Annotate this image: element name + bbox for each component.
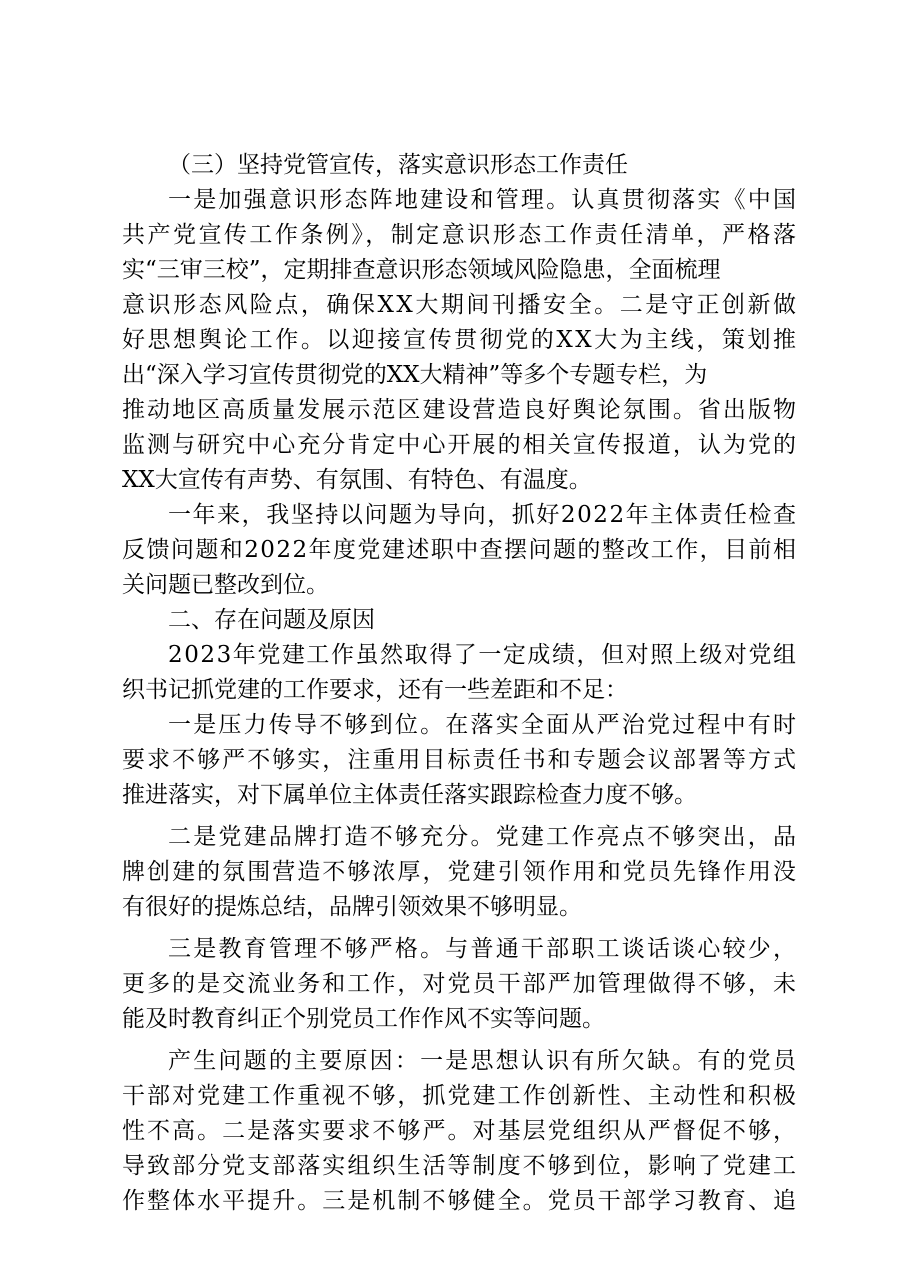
paragraph-line: 更多的是交流业务和工作，对党员干部严加管理做得不够，未 bbox=[122, 971, 799, 997]
paragraph-line: 关问题已整改到位。 bbox=[122, 572, 329, 598]
section-heading-2: 二、存在问题及原因 bbox=[168, 607, 375, 633]
paragraph-line: 推进落实，对下属单位主体责任落实跟踪检查力度不够。 bbox=[122, 782, 697, 808]
paragraph-line: 反馈问题和2022年度党建述职中查摆问题的整改工作，目前相 bbox=[122, 537, 798, 563]
paragraph-line: 一年来，我坚持以问题为导向，抓好2022年主体责任检查 bbox=[168, 502, 798, 528]
paragraph-line: XX大宣传有声势、有氛围、有特色、有温度。 bbox=[122, 467, 592, 493]
paragraph-line: 有很好的提炼总结，品牌引领效果不够明显。 bbox=[122, 894, 582, 920]
paragraph-line: 能及时教育纠正个别党员工作作风不实等问题。 bbox=[122, 1006, 605, 1032]
paragraph-line: 实“三审三校”，定期排查意识形态领域风险隐患，全面梳理 bbox=[122, 257, 721, 283]
document-body bbox=[122, 148, 799, 1219]
paragraph-line: 牌创建的氛围营造不够浓厚，党建引领作用和党员先锋作用没 bbox=[122, 859, 799, 885]
paragraph-problem-2 bbox=[122, 820, 799, 925]
paragraph-line: 干部对党建工作重视不够，抓党建工作创新性、主动性和积极 bbox=[122, 1083, 799, 1109]
paragraph-ideology bbox=[122, 183, 799, 498]
paragraph-line: 出“深入学习宣传贯彻党的XX大精神”等多个专题专栏，为 bbox=[122, 362, 708, 388]
paragraph-line: 三是教育管理不够严格。与普通干部职工谈话谈心较少， bbox=[168, 936, 799, 962]
paragraph-problem-1 bbox=[122, 708, 799, 813]
paragraph-rectification bbox=[122, 498, 796, 603]
paragraph-intro-problems bbox=[122, 638, 796, 708]
paragraph-line: 好思想舆论工作。以迎接宣传贯彻党的XX大为主线，策划推 bbox=[122, 327, 799, 353]
paragraph-line: 要求不够严不够实，注重用目标责任书和专题会议部署等方式 bbox=[122, 747, 799, 773]
paragraph-line: 一是压力传导不够到位。在落实全面从严治党过程中有时 bbox=[168, 712, 799, 738]
paragraph-line: 织书记抓党建的工作要求，还有一些差距和不足： bbox=[122, 677, 628, 703]
paragraph-line: 作整体水平提升。三是机制不够健全。党员干部学习教育、追 bbox=[122, 1188, 799, 1214]
paragraph-line: 一是加强意识形态阵地建设和管理。认真贯彻落实《中国 bbox=[168, 187, 799, 213]
paragraph-problem-3 bbox=[122, 932, 799, 1037]
paragraph-line: 推动地区高质量发展示范区建设营造良好舆论氛围。省出版物 bbox=[122, 397, 799, 423]
paragraph-line: 二是党建品牌打造不够充分。党建工作亮点不够突出，品 bbox=[168, 824, 799, 850]
paragraph-line: 共产党宣传工作条例》，制定意识形态工作责任清单，严格落 bbox=[122, 222, 799, 248]
section-heading-3: （三）坚持党管宣传，落实意识形态工作责任 bbox=[168, 152, 628, 178]
paragraph-line: 监测与研究中心充分肯定中心开展的相关宣传报道，认为党的 bbox=[122, 432, 799, 458]
paragraph-line: 产生问题的主要原因：一是思想认识有所欠缺。有的党员 bbox=[168, 1048, 799, 1074]
paragraph-line: 性不高。二是落实要求不够严。对基层党组织从严督促不够， bbox=[122, 1118, 799, 1144]
paragraph-line: 2023年党建工作虽然取得了一定成绩，但对照上级对党组 bbox=[168, 642, 798, 668]
paragraph-causes bbox=[122, 1044, 799, 1219]
paragraph-line: 意识形态风险点，确保XX大期间刊播安全。二是守正创新做 bbox=[122, 292, 799, 318]
paragraph-line: 导致部分党支部落实组织生活等制度不够到位，影响了党建工 bbox=[122, 1153, 799, 1179]
